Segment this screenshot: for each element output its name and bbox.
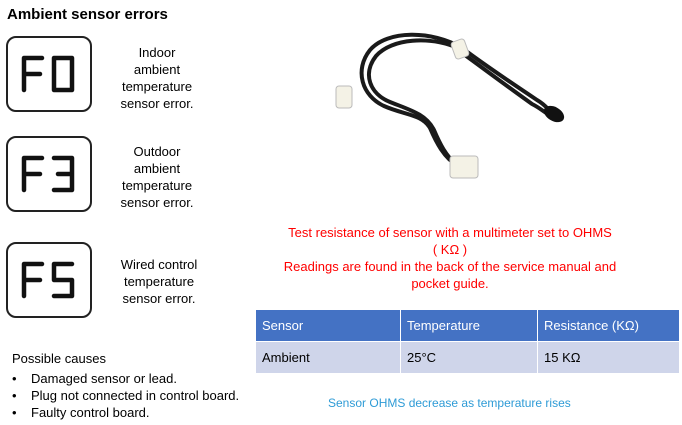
list-item: • Plug not connected in control board. xyxy=(12,388,240,403)
causes-title: Possible causes xyxy=(12,351,106,366)
footnote: Sensor OHMS decrease as temperature rises xyxy=(328,396,571,410)
table-row xyxy=(256,342,679,374)
error-desc-f0: Indoor ambient temperature sensor error. xyxy=(120,45,194,111)
error-desc-f5: Wired control temperature sensor error. xyxy=(120,257,198,306)
cable-clip-icon xyxy=(450,38,469,60)
list-item: • Damaged sensor or lead. xyxy=(12,371,177,386)
column-header: Sensor xyxy=(256,310,401,342)
error-code-display-f0 xyxy=(6,36,92,112)
test-instructions: Test resistance of sensor with a multimeter set to OHMS ( KΩ ) Readings are found in the back of the service manual and pocket guide. xyxy=(283,225,617,291)
table-cell: 25°C xyxy=(401,342,538,374)
sensor-cable-image xyxy=(332,18,572,183)
column-header: Resistance (KΩ) xyxy=(538,310,680,342)
list-item: • Faulty control board. xyxy=(12,405,150,420)
connector-plug-icon xyxy=(450,156,478,178)
seven-segment-f0-icon xyxy=(8,38,90,110)
column-header: Temperature xyxy=(401,310,538,342)
seven-segment-f3-icon xyxy=(8,138,90,210)
causes-list xyxy=(12,370,239,421)
page-title: Ambient sensor errors xyxy=(7,6,168,23)
cable-clip-icon xyxy=(336,86,352,108)
resistance-table xyxy=(256,310,679,373)
seven-segment-f5-icon xyxy=(8,244,90,316)
error-code-display-f5 xyxy=(6,242,92,318)
table-cell: 15 KΩ xyxy=(538,342,680,374)
table-cell: Ambient xyxy=(256,342,401,374)
error-desc-f3: Outdoor ambient temperature sensor error. xyxy=(120,144,194,210)
table-header-row xyxy=(256,310,679,342)
error-code-display-f3 xyxy=(6,136,92,212)
